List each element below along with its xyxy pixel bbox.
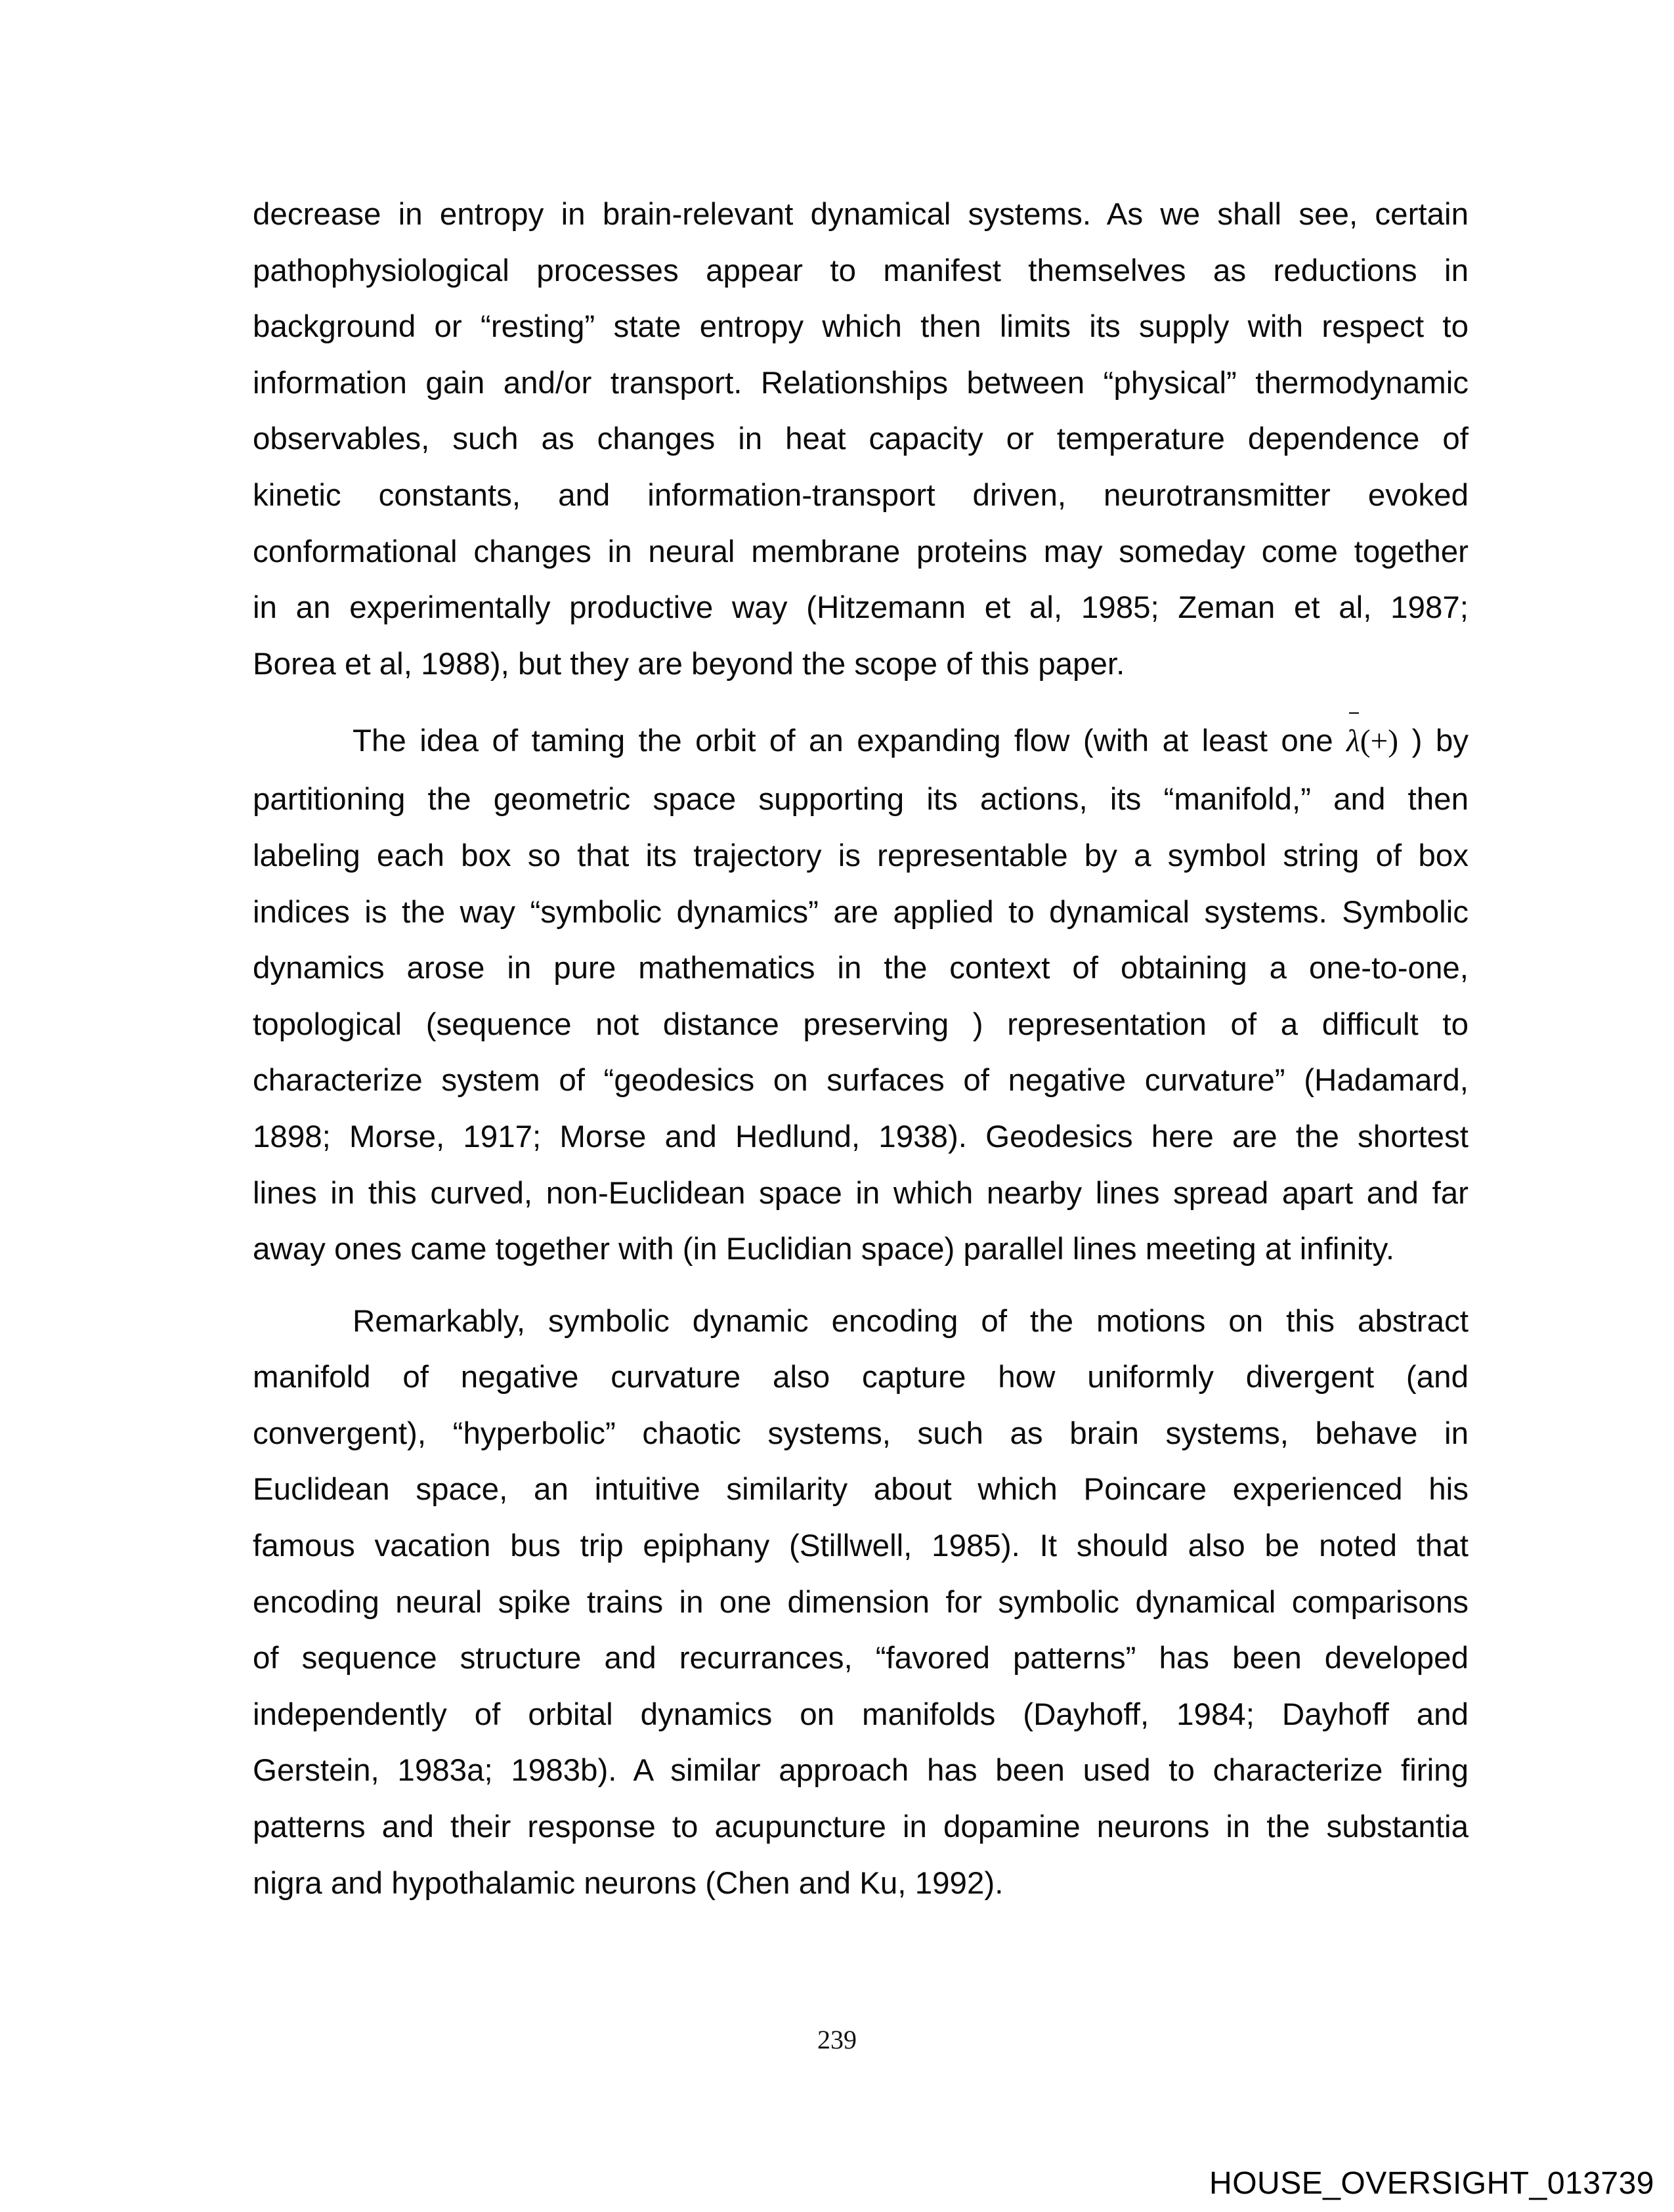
text-line-with-math — [253, 715, 1469, 779]
text-line: of sequence structure and recurrances, “favored patterns” has been developed — [253, 1641, 1469, 1676]
text-line: background or “resting” state entropy which then limits its supply with respect to — [253, 309, 1469, 345]
lambda-bar-expression — [1346, 724, 1398, 758]
text-line: topological (sequence not distance preserving ) representation of a difficult to — [253, 1007, 1469, 1042]
paragraph-2 — [253, 715, 1469, 1284]
text-line: lines in this curved, non-Euclidean space in which nearby lines spread apart and far — [253, 1175, 1469, 1211]
text-line: famous vacation bus trip epiphany (Stillwell, 1985). It should also be noted that — [253, 1529, 1469, 1564]
text-line: conformational changes in neural membrane proteins may someday come together — [253, 534, 1469, 569]
text-line: Gerstein, 1983a; 1983b). A similar approach has been used to characterize firing — [253, 1753, 1469, 1789]
paragraph-1 — [253, 194, 1469, 699]
text-line: indices is the way “symbolic dynamics” are applied to dynamical systems. Symbolic — [253, 894, 1469, 930]
text-line: 1898; Morse, 1917; Morse and Hedlund, 1938). Geodesics here are the shortest — [253, 1119, 1469, 1154]
text-line: convergent), “hyperbolic” chaotic systems, such as brain systems, behave in — [253, 1416, 1469, 1451]
text-line: labeling each box so that its trajectory is representable by a symbol string of box — [253, 838, 1469, 873]
text-line: manifold of negative curvature also capture how uniformly divergent (and — [253, 1360, 1469, 1395]
text-line: independently of orbital dynamics on manifolds (Dayhoff, 1984; Dayhoff and — [253, 1697, 1469, 1732]
text-line: nigra and hypothalamic neurons (Chen and Ku, 1992). — [253, 1865, 1004, 1901]
text-line: away ones came together with (in Euclidian space) parallel lines meeting at infinity. — [253, 1232, 1395, 1267]
text-line: decrease in entropy in brain-relevant dynamical systems. As we shall see, certain — [253, 197, 1469, 232]
first-line-tail: ) by — [1411, 724, 1469, 759]
text-line: in an experimentally productive way (Hitzemann et al, 1985; Zeman et al, 1987; — [253, 590, 1469, 626]
text-line: Euclidean space, an intuitive similarity about which Poincare experienced his — [253, 1472, 1469, 1507]
text-line: patterns and their response to acupuncture in dopamine neurons in the substantia — [253, 1810, 1469, 1845]
text-line: partitioning the geometric space supporting its actions, its “manifold,” and then — [253, 782, 1469, 817]
page-number: 239 — [817, 2025, 857, 2054]
first-line-text: The idea of taming the orbit of an expanding flow (with at least one — [353, 724, 1333, 759]
text-line: information gain and/or transport. Relationships between “physical” thermodynamic — [253, 365, 1469, 401]
text-line: pathophysiological processes appear to manifest themselves as reductions in — [253, 253, 1469, 288]
body-text — [253, 194, 1469, 1919]
text-line: observables, such as changes in heat capacity or temperature dependence of — [253, 422, 1469, 457]
text-line: kinetic constants, and information-transport driven, neurotransmitter evoked — [253, 477, 1469, 513]
text-line: dynamics arose in pure mathematics in the context of obtaining a one-to-one, — [253, 951, 1469, 986]
paragraph-3 — [253, 1301, 1469, 1919]
text-line: encoding neural spike trains in one dimension for symbolic dynamical comparisons — [253, 1584, 1469, 1620]
text-line: Borea et al, 1988), but they are beyond the scope of this paper. — [253, 646, 1125, 682]
text-line: characterize system of “geodesics on surfaces of negative curvature” (Hadamard, — [253, 1063, 1469, 1098]
lambda-bar-symbol: λ — [1346, 715, 1360, 768]
bates-stamp: HOUSE_OVERSIGHT_013739 — [1209, 2166, 1654, 2201]
text-line: Remarkably, symbolic dynamic encoding of the motions on this abstract — [353, 1303, 1469, 1339]
math-argument: (+) — [1360, 724, 1399, 759]
